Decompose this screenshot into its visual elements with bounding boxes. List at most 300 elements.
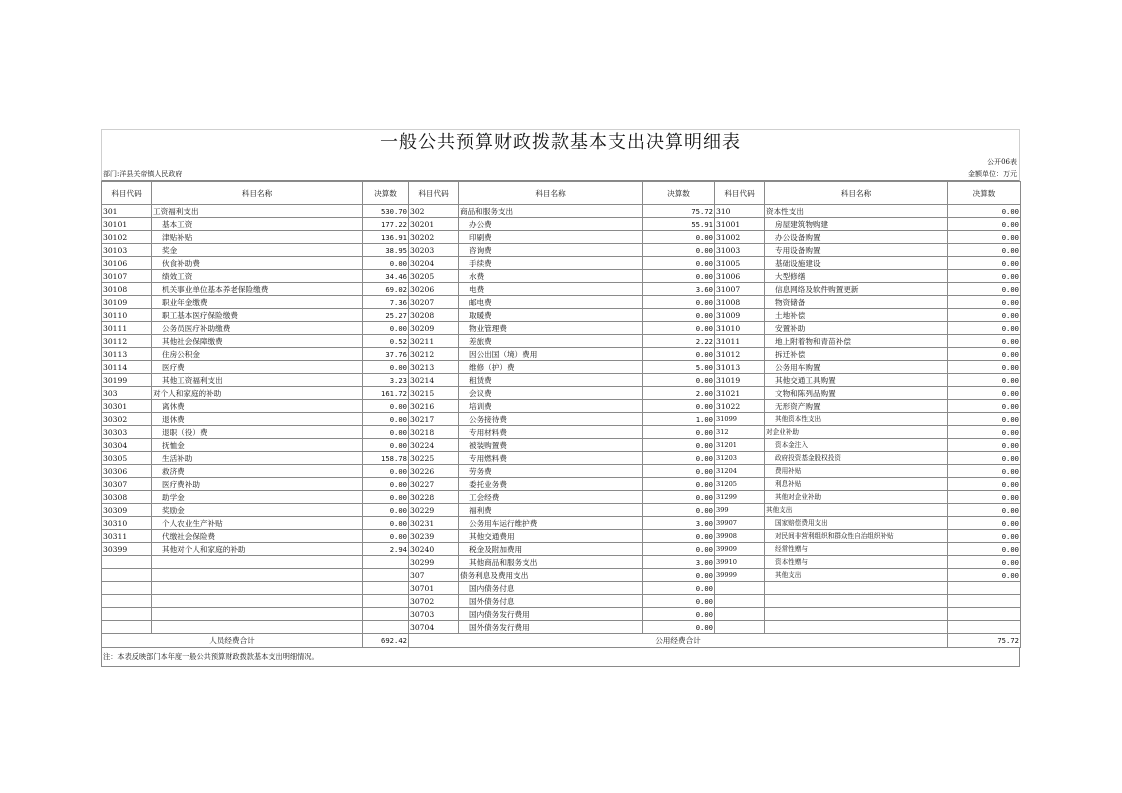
subject-name: 大型修缮 bbox=[765, 270, 948, 283]
subject-code: 31002 bbox=[715, 231, 765, 244]
subject-name: 医疗费 bbox=[152, 361, 363, 374]
subject-code: 30208 bbox=[409, 309, 459, 322]
subject-code: 30111 bbox=[102, 322, 152, 335]
subject-name: 公务员医疗补助缴费 bbox=[152, 322, 363, 335]
subject-code: 30240 bbox=[409, 543, 459, 556]
column-header: 决算数 bbox=[643, 182, 715, 205]
subject-code: 31299 bbox=[715, 491, 765, 504]
subject-name: 机关事业单位基本养老保险缴费 bbox=[152, 283, 363, 296]
table-row bbox=[102, 439, 1021, 452]
subject-name: 无形资产购置 bbox=[765, 400, 948, 413]
subject-code: 310 bbox=[715, 205, 765, 218]
table-row bbox=[102, 465, 1021, 478]
subject-name: 国家赔偿费用支出 bbox=[765, 517, 948, 530]
subject-name: 公务接待费 bbox=[459, 413, 643, 426]
subject-code: 31010 bbox=[715, 322, 765, 335]
subject-name: 其他对企业补助 bbox=[765, 491, 948, 504]
subject-code bbox=[715, 621, 765, 634]
amount-cell: 0.00 bbox=[643, 257, 715, 270]
subject-name: 对民间非营利组织和群众性自治组织补贴 bbox=[765, 530, 948, 543]
amount-cell: 0.00 bbox=[948, 322, 1021, 335]
amount-cell: 0.00 bbox=[948, 387, 1021, 400]
subject-code: 30305 bbox=[102, 452, 152, 465]
subject-name: 信息网络及软件购置更新 bbox=[765, 283, 948, 296]
table-row bbox=[102, 231, 1021, 244]
subject-name: 其他交通费用 bbox=[459, 530, 643, 543]
amount-cell: 0.00 bbox=[948, 517, 1021, 530]
subject-code bbox=[102, 608, 152, 621]
amount-cell: 0.00 bbox=[643, 244, 715, 257]
subject-name bbox=[152, 569, 363, 582]
subject-code: 30108 bbox=[102, 283, 152, 296]
amount-cell: 0.00 bbox=[643, 504, 715, 517]
subject-name bbox=[152, 556, 363, 569]
subject-code: 31203 bbox=[715, 452, 765, 465]
subject-code: 31003 bbox=[715, 244, 765, 257]
table-row bbox=[102, 283, 1021, 296]
subject-name: 咨询费 bbox=[459, 244, 643, 257]
amount-cell: 0.00 bbox=[643, 309, 715, 322]
subject-name: 个人农业生产补贴 bbox=[152, 517, 363, 530]
amount-cell: 0.00 bbox=[363, 400, 409, 413]
table-row bbox=[102, 608, 1021, 621]
subject-code: 30701 bbox=[409, 582, 459, 595]
subject-name: 其他交通工具购置 bbox=[765, 374, 948, 387]
table-row bbox=[102, 621, 1021, 634]
amount-cell: 0.00 bbox=[643, 465, 715, 478]
subject-code: 30214 bbox=[409, 374, 459, 387]
amount-cell: 0.00 bbox=[948, 244, 1021, 257]
amount-cell: 38.95 bbox=[363, 244, 409, 257]
amount-cell: 0.00 bbox=[948, 374, 1021, 387]
amount-cell: 37.76 bbox=[363, 348, 409, 361]
subject-code: 31201 bbox=[715, 439, 765, 452]
subject-name: 债务利息及费用支出 bbox=[459, 569, 643, 582]
amount-cell: 530.70 bbox=[363, 205, 409, 218]
amount-cell: 0.00 bbox=[643, 543, 715, 556]
subject-name: 其他社会保障缴费 bbox=[152, 335, 363, 348]
subject-code: 30206 bbox=[409, 283, 459, 296]
subject-name: 土地补偿 bbox=[765, 309, 948, 322]
table-row bbox=[102, 335, 1021, 348]
amount-cell: 0.00 bbox=[948, 426, 1021, 439]
subject-code bbox=[715, 608, 765, 621]
subject-name: 助学金 bbox=[152, 491, 363, 504]
subject-name bbox=[152, 621, 363, 634]
amount-cell: 0.00 bbox=[643, 530, 715, 543]
subject-name: 劳务费 bbox=[459, 465, 643, 478]
subject-name: 利息补贴 bbox=[765, 478, 948, 491]
subject-code: 31012 bbox=[715, 348, 765, 361]
subject-name: 国内债务付息 bbox=[459, 582, 643, 595]
amount-cell: 0.00 bbox=[643, 426, 715, 439]
subject-name: 因公出国（境）费用 bbox=[459, 348, 643, 361]
subject-code: 30213 bbox=[409, 361, 459, 374]
subject-name: 其他商品和服务支出 bbox=[459, 556, 643, 569]
subject-code: 30239 bbox=[409, 530, 459, 543]
subject-name: 手续费 bbox=[459, 257, 643, 270]
subject-code: 30703 bbox=[409, 608, 459, 621]
amount-cell: 0.00 bbox=[948, 309, 1021, 322]
amount-cell: 0.00 bbox=[948, 478, 1021, 491]
amount-cell: 2.22 bbox=[643, 335, 715, 348]
subject-code: 30205 bbox=[409, 270, 459, 283]
subject-code: 30308 bbox=[102, 491, 152, 504]
subject-code: 31204 bbox=[715, 465, 765, 478]
subject-code: 30209 bbox=[409, 322, 459, 335]
amount-cell: 3.00 bbox=[643, 517, 715, 530]
table-row bbox=[102, 270, 1021, 283]
table-row bbox=[102, 374, 1021, 387]
personnel-total-value: 692.42 bbox=[363, 634, 409, 648]
subject-code: 30114 bbox=[102, 361, 152, 374]
table-row bbox=[102, 387, 1021, 400]
column-header: 科目名称 bbox=[152, 182, 363, 205]
subject-code: 30106 bbox=[102, 257, 152, 270]
amount-cell: 0.00 bbox=[363, 465, 409, 478]
subject-code: 30227 bbox=[409, 478, 459, 491]
subject-code: 399 bbox=[715, 504, 765, 517]
column-header: 科目名称 bbox=[765, 182, 948, 205]
subject-code bbox=[102, 621, 152, 634]
amount-cell: 0.00 bbox=[643, 348, 715, 361]
table-row bbox=[102, 361, 1021, 374]
amount-cell: 0.00 bbox=[948, 400, 1021, 413]
amount-cell bbox=[948, 621, 1021, 634]
amount-cell: 2.94 bbox=[363, 543, 409, 556]
amount-cell: 0.00 bbox=[948, 465, 1021, 478]
table-row bbox=[102, 257, 1021, 270]
subject-name: 物资储备 bbox=[765, 296, 948, 309]
department-row bbox=[101, 168, 1020, 181]
subject-code: 30302 bbox=[102, 413, 152, 426]
subject-name: 印刷费 bbox=[459, 231, 643, 244]
subject-name: 退休费 bbox=[152, 413, 363, 426]
table-row bbox=[102, 517, 1021, 530]
column-header: 科目代码 bbox=[409, 182, 459, 205]
amount-cell: 0.00 bbox=[643, 400, 715, 413]
table-row bbox=[102, 205, 1021, 218]
subject-name: 基础设施建设 bbox=[765, 257, 948, 270]
subject-name bbox=[765, 582, 948, 595]
subject-code: 30231 bbox=[409, 517, 459, 530]
subject-name: 会议费 bbox=[459, 387, 643, 400]
amount-cell: 0.00 bbox=[363, 413, 409, 426]
amount-cell: 0.00 bbox=[643, 322, 715, 335]
subject-code: 30112 bbox=[102, 335, 152, 348]
subject-code: 302 bbox=[409, 205, 459, 218]
amount-cell: 0.00 bbox=[948, 296, 1021, 309]
subject-name bbox=[765, 608, 948, 621]
table-row bbox=[102, 348, 1021, 361]
amount-cell: 0.00 bbox=[643, 595, 715, 608]
subject-name: 资本性支出 bbox=[765, 205, 948, 218]
personnel-total-label: 人员经费合计 bbox=[102, 634, 363, 648]
table-note: 注：本表反映部门本年度一般公共预算财政拨款基本支出明细情况。 bbox=[101, 648, 1020, 667]
subject-code: 30217 bbox=[409, 413, 459, 426]
subject-name: 地上附着物和青苗补偿 bbox=[765, 335, 948, 348]
subject-name: 培训费 bbox=[459, 400, 643, 413]
table-header-row bbox=[102, 182, 1021, 205]
subject-code: 30110 bbox=[102, 309, 152, 322]
amount-cell: 25.27 bbox=[363, 309, 409, 322]
table-row bbox=[102, 244, 1021, 257]
subject-code: 39909 bbox=[715, 543, 765, 556]
subject-name: 工会经费 bbox=[459, 491, 643, 504]
subject-code: 30303 bbox=[102, 426, 152, 439]
subject-name: 拆迁补偿 bbox=[765, 348, 948, 361]
amount-cell: 136.91 bbox=[363, 231, 409, 244]
subject-code: 30215 bbox=[409, 387, 459, 400]
subject-name: 国外债务发行费用 bbox=[459, 621, 643, 634]
subject-code: 31009 bbox=[715, 309, 765, 322]
subject-name: 工资福利支出 bbox=[152, 205, 363, 218]
subject-name: 生活补助 bbox=[152, 452, 363, 465]
subject-name: 租赁费 bbox=[459, 374, 643, 387]
amount-cell: 69.02 bbox=[363, 283, 409, 296]
subject-code: 30311 bbox=[102, 530, 152, 543]
amount-cell bbox=[948, 582, 1021, 595]
subject-code: 31099 bbox=[715, 413, 765, 426]
amount-cell: 0.00 bbox=[643, 478, 715, 491]
subject-name: 政府投资基金股权投资 bbox=[765, 452, 948, 465]
subject-code: 30199 bbox=[102, 374, 152, 387]
subject-name: 公务用车购置 bbox=[765, 361, 948, 374]
subject-name: 物业管理费 bbox=[459, 322, 643, 335]
subject-code: 30212 bbox=[409, 348, 459, 361]
column-header: 决算数 bbox=[363, 182, 409, 205]
amount-cell: 0.00 bbox=[948, 569, 1021, 582]
table-row bbox=[102, 530, 1021, 543]
subject-name: 职工基本医疗保险缴费 bbox=[152, 309, 363, 322]
subject-code: 30226 bbox=[409, 465, 459, 478]
subject-code: 30218 bbox=[409, 426, 459, 439]
subject-name: 专用燃料费 bbox=[459, 452, 643, 465]
amount-cell bbox=[363, 582, 409, 595]
amount-cell: 0.00 bbox=[948, 439, 1021, 452]
table-row bbox=[102, 582, 1021, 595]
subject-name: 税金及附加费用 bbox=[459, 543, 643, 556]
subject-name: 福利费 bbox=[459, 504, 643, 517]
subject-name: 专用材料费 bbox=[459, 426, 643, 439]
subject-name: 邮电费 bbox=[459, 296, 643, 309]
amount-cell bbox=[363, 595, 409, 608]
subject-code: 31005 bbox=[715, 257, 765, 270]
amount-cell: 0.00 bbox=[948, 413, 1021, 426]
amount-cell: 3.23 bbox=[363, 374, 409, 387]
subject-name: 水费 bbox=[459, 270, 643, 283]
subject-name: 对企业补助 bbox=[765, 426, 948, 439]
amount-cell: 5.00 bbox=[643, 361, 715, 374]
subject-name bbox=[765, 595, 948, 608]
subject-name: 办公费 bbox=[459, 218, 643, 231]
form-number-row bbox=[101, 156, 1020, 168]
amount-cell: 0.00 bbox=[643, 374, 715, 387]
amount-cell: 0.00 bbox=[363, 322, 409, 335]
amount-cell bbox=[948, 608, 1021, 621]
subject-name: 专用设备购置 bbox=[765, 244, 948, 257]
subject-code bbox=[102, 569, 152, 582]
amount-cell: 0.00 bbox=[948, 205, 1021, 218]
amount-cell: 0.00 bbox=[948, 257, 1021, 270]
table-row bbox=[102, 413, 1021, 426]
subject-code: 39908 bbox=[715, 530, 765, 543]
public-total-label: 公用经费合计 bbox=[409, 634, 948, 648]
department-label: 部门:洋县关帝镇人民政府 bbox=[103, 170, 183, 178]
amount-cell: 0.52 bbox=[363, 335, 409, 348]
subject-code: 31013 bbox=[715, 361, 765, 374]
amount-cell: 55.91 bbox=[643, 218, 715, 231]
subject-code: 30224 bbox=[409, 439, 459, 452]
subject-name: 资本金注入 bbox=[765, 439, 948, 452]
table-row bbox=[102, 309, 1021, 322]
subject-code: 30216 bbox=[409, 400, 459, 413]
subject-code: 30201 bbox=[409, 218, 459, 231]
subject-code: 30203 bbox=[409, 244, 459, 257]
subject-name: 文物和陈列品购置 bbox=[765, 387, 948, 400]
column-header: 科目名称 bbox=[459, 182, 643, 205]
subject-code: 30310 bbox=[102, 517, 152, 530]
subject-code bbox=[102, 595, 152, 608]
amount-cell: 0.00 bbox=[948, 335, 1021, 348]
subject-name: 费用补贴 bbox=[765, 465, 948, 478]
subject-code: 30211 bbox=[409, 335, 459, 348]
subject-code: 30101 bbox=[102, 218, 152, 231]
subject-code: 30202 bbox=[409, 231, 459, 244]
amount-cell: 0.00 bbox=[948, 348, 1021, 361]
amount-cell: 0.00 bbox=[948, 452, 1021, 465]
subject-name: 资本性赠与 bbox=[765, 556, 948, 569]
subject-name: 职业年金缴费 bbox=[152, 296, 363, 309]
amount-cell bbox=[363, 621, 409, 634]
amount-cell: 0.00 bbox=[948, 231, 1021, 244]
subject-name: 其他工资福利支出 bbox=[152, 374, 363, 387]
amount-cell: 0.00 bbox=[643, 621, 715, 634]
table-row bbox=[102, 569, 1021, 582]
subject-name: 对个人和家庭的补助 bbox=[152, 387, 363, 400]
subject-name: 奖励金 bbox=[152, 504, 363, 517]
subject-name bbox=[152, 582, 363, 595]
amount-cell: 0.00 bbox=[643, 452, 715, 465]
subject-code: 30399 bbox=[102, 543, 152, 556]
subject-name: 奖金 bbox=[152, 244, 363, 257]
subject-code: 39910 bbox=[715, 556, 765, 569]
subject-code: 30307 bbox=[102, 478, 152, 491]
amount-cell: 0.00 bbox=[643, 608, 715, 621]
amount-cell: 0.00 bbox=[363, 257, 409, 270]
subject-code: 30301 bbox=[102, 400, 152, 413]
subject-name: 维修（护）费 bbox=[459, 361, 643, 374]
subject-name: 办公设备购置 bbox=[765, 231, 948, 244]
subject-name: 基本工资 bbox=[152, 218, 363, 231]
amount-cell bbox=[363, 556, 409, 569]
subject-code: 31006 bbox=[715, 270, 765, 283]
table-row bbox=[102, 400, 1021, 413]
subject-code: 30704 bbox=[409, 621, 459, 634]
subject-code bbox=[715, 582, 765, 595]
amount-cell: 0.00 bbox=[363, 530, 409, 543]
amount-unit: 金额单位：万元 bbox=[968, 170, 1017, 178]
subject-name: 其他支出 bbox=[765, 504, 948, 517]
amount-cell: 0.00 bbox=[643, 439, 715, 452]
amount-cell: 0.00 bbox=[643, 296, 715, 309]
subject-code: 30204 bbox=[409, 257, 459, 270]
subject-name bbox=[765, 621, 948, 634]
amount-cell: 0.00 bbox=[643, 491, 715, 504]
subject-code: 30228 bbox=[409, 491, 459, 504]
subject-code: 31001 bbox=[715, 218, 765, 231]
amount-cell: 2.00 bbox=[643, 387, 715, 400]
table-row bbox=[102, 322, 1021, 335]
amount-cell: 34.46 bbox=[363, 270, 409, 283]
amount-cell: 0.00 bbox=[948, 491, 1021, 504]
subject-code: 31007 bbox=[715, 283, 765, 296]
subject-name: 医疗费补助 bbox=[152, 478, 363, 491]
amount-cell: 3.00 bbox=[643, 556, 715, 569]
subject-code bbox=[102, 556, 152, 569]
subject-code: 31022 bbox=[715, 400, 765, 413]
table-row bbox=[102, 491, 1021, 504]
subject-name: 其他对个人和家庭的补助 bbox=[152, 543, 363, 556]
subject-name: 其他资本性支出 bbox=[765, 413, 948, 426]
subject-code: 30306 bbox=[102, 465, 152, 478]
subject-code: 39999 bbox=[715, 569, 765, 582]
subject-name bbox=[152, 608, 363, 621]
amount-cell: 0.00 bbox=[948, 543, 1021, 556]
amount-cell: 3.60 bbox=[643, 283, 715, 296]
amount-cell: 0.00 bbox=[363, 361, 409, 374]
amount-cell: 0.00 bbox=[948, 504, 1021, 517]
subject-name: 差旅费 bbox=[459, 335, 643, 348]
amount-cell: 1.00 bbox=[643, 413, 715, 426]
subject-name: 安置补助 bbox=[765, 322, 948, 335]
column-header: 科目代码 bbox=[715, 182, 765, 205]
amount-cell: 0.00 bbox=[363, 426, 409, 439]
table-row bbox=[102, 218, 1021, 231]
amount-cell: 0.00 bbox=[363, 517, 409, 530]
subject-name: 公务用车运行维护费 bbox=[459, 517, 643, 530]
amount-cell: 0.00 bbox=[948, 361, 1021, 374]
amount-cell: 0.00 bbox=[643, 569, 715, 582]
subject-code bbox=[102, 582, 152, 595]
subject-name: 经常性赠与 bbox=[765, 543, 948, 556]
subject-name: 抚恤金 bbox=[152, 439, 363, 452]
subject-code: 39907 bbox=[715, 517, 765, 530]
amount-cell: 0.00 bbox=[948, 270, 1021, 283]
subject-name: 被装购置费 bbox=[459, 439, 643, 452]
table-row bbox=[102, 504, 1021, 517]
subject-code: 301 bbox=[102, 205, 152, 218]
subject-name: 离休费 bbox=[152, 400, 363, 413]
amount-cell: 0.00 bbox=[948, 218, 1021, 231]
subject-name: 伙食补助费 bbox=[152, 257, 363, 270]
table-row bbox=[102, 478, 1021, 491]
subject-name: 房屋建筑物购建 bbox=[765, 218, 948, 231]
subject-code: 30702 bbox=[409, 595, 459, 608]
amount-cell: 75.72 bbox=[643, 205, 715, 218]
subject-code: 312 bbox=[715, 426, 765, 439]
subject-name: 国内债务发行费用 bbox=[459, 608, 643, 621]
amount-cell: 0.00 bbox=[643, 582, 715, 595]
amount-cell bbox=[363, 608, 409, 621]
subject-name: 退职（役）费 bbox=[152, 426, 363, 439]
subject-name: 国外债务付息 bbox=[459, 595, 643, 608]
column-header: 决算数 bbox=[948, 182, 1021, 205]
subject-name: 救济费 bbox=[152, 465, 363, 478]
amount-cell: 0.00 bbox=[363, 478, 409, 491]
amount-cell bbox=[363, 569, 409, 582]
subject-code: 303 bbox=[102, 387, 152, 400]
